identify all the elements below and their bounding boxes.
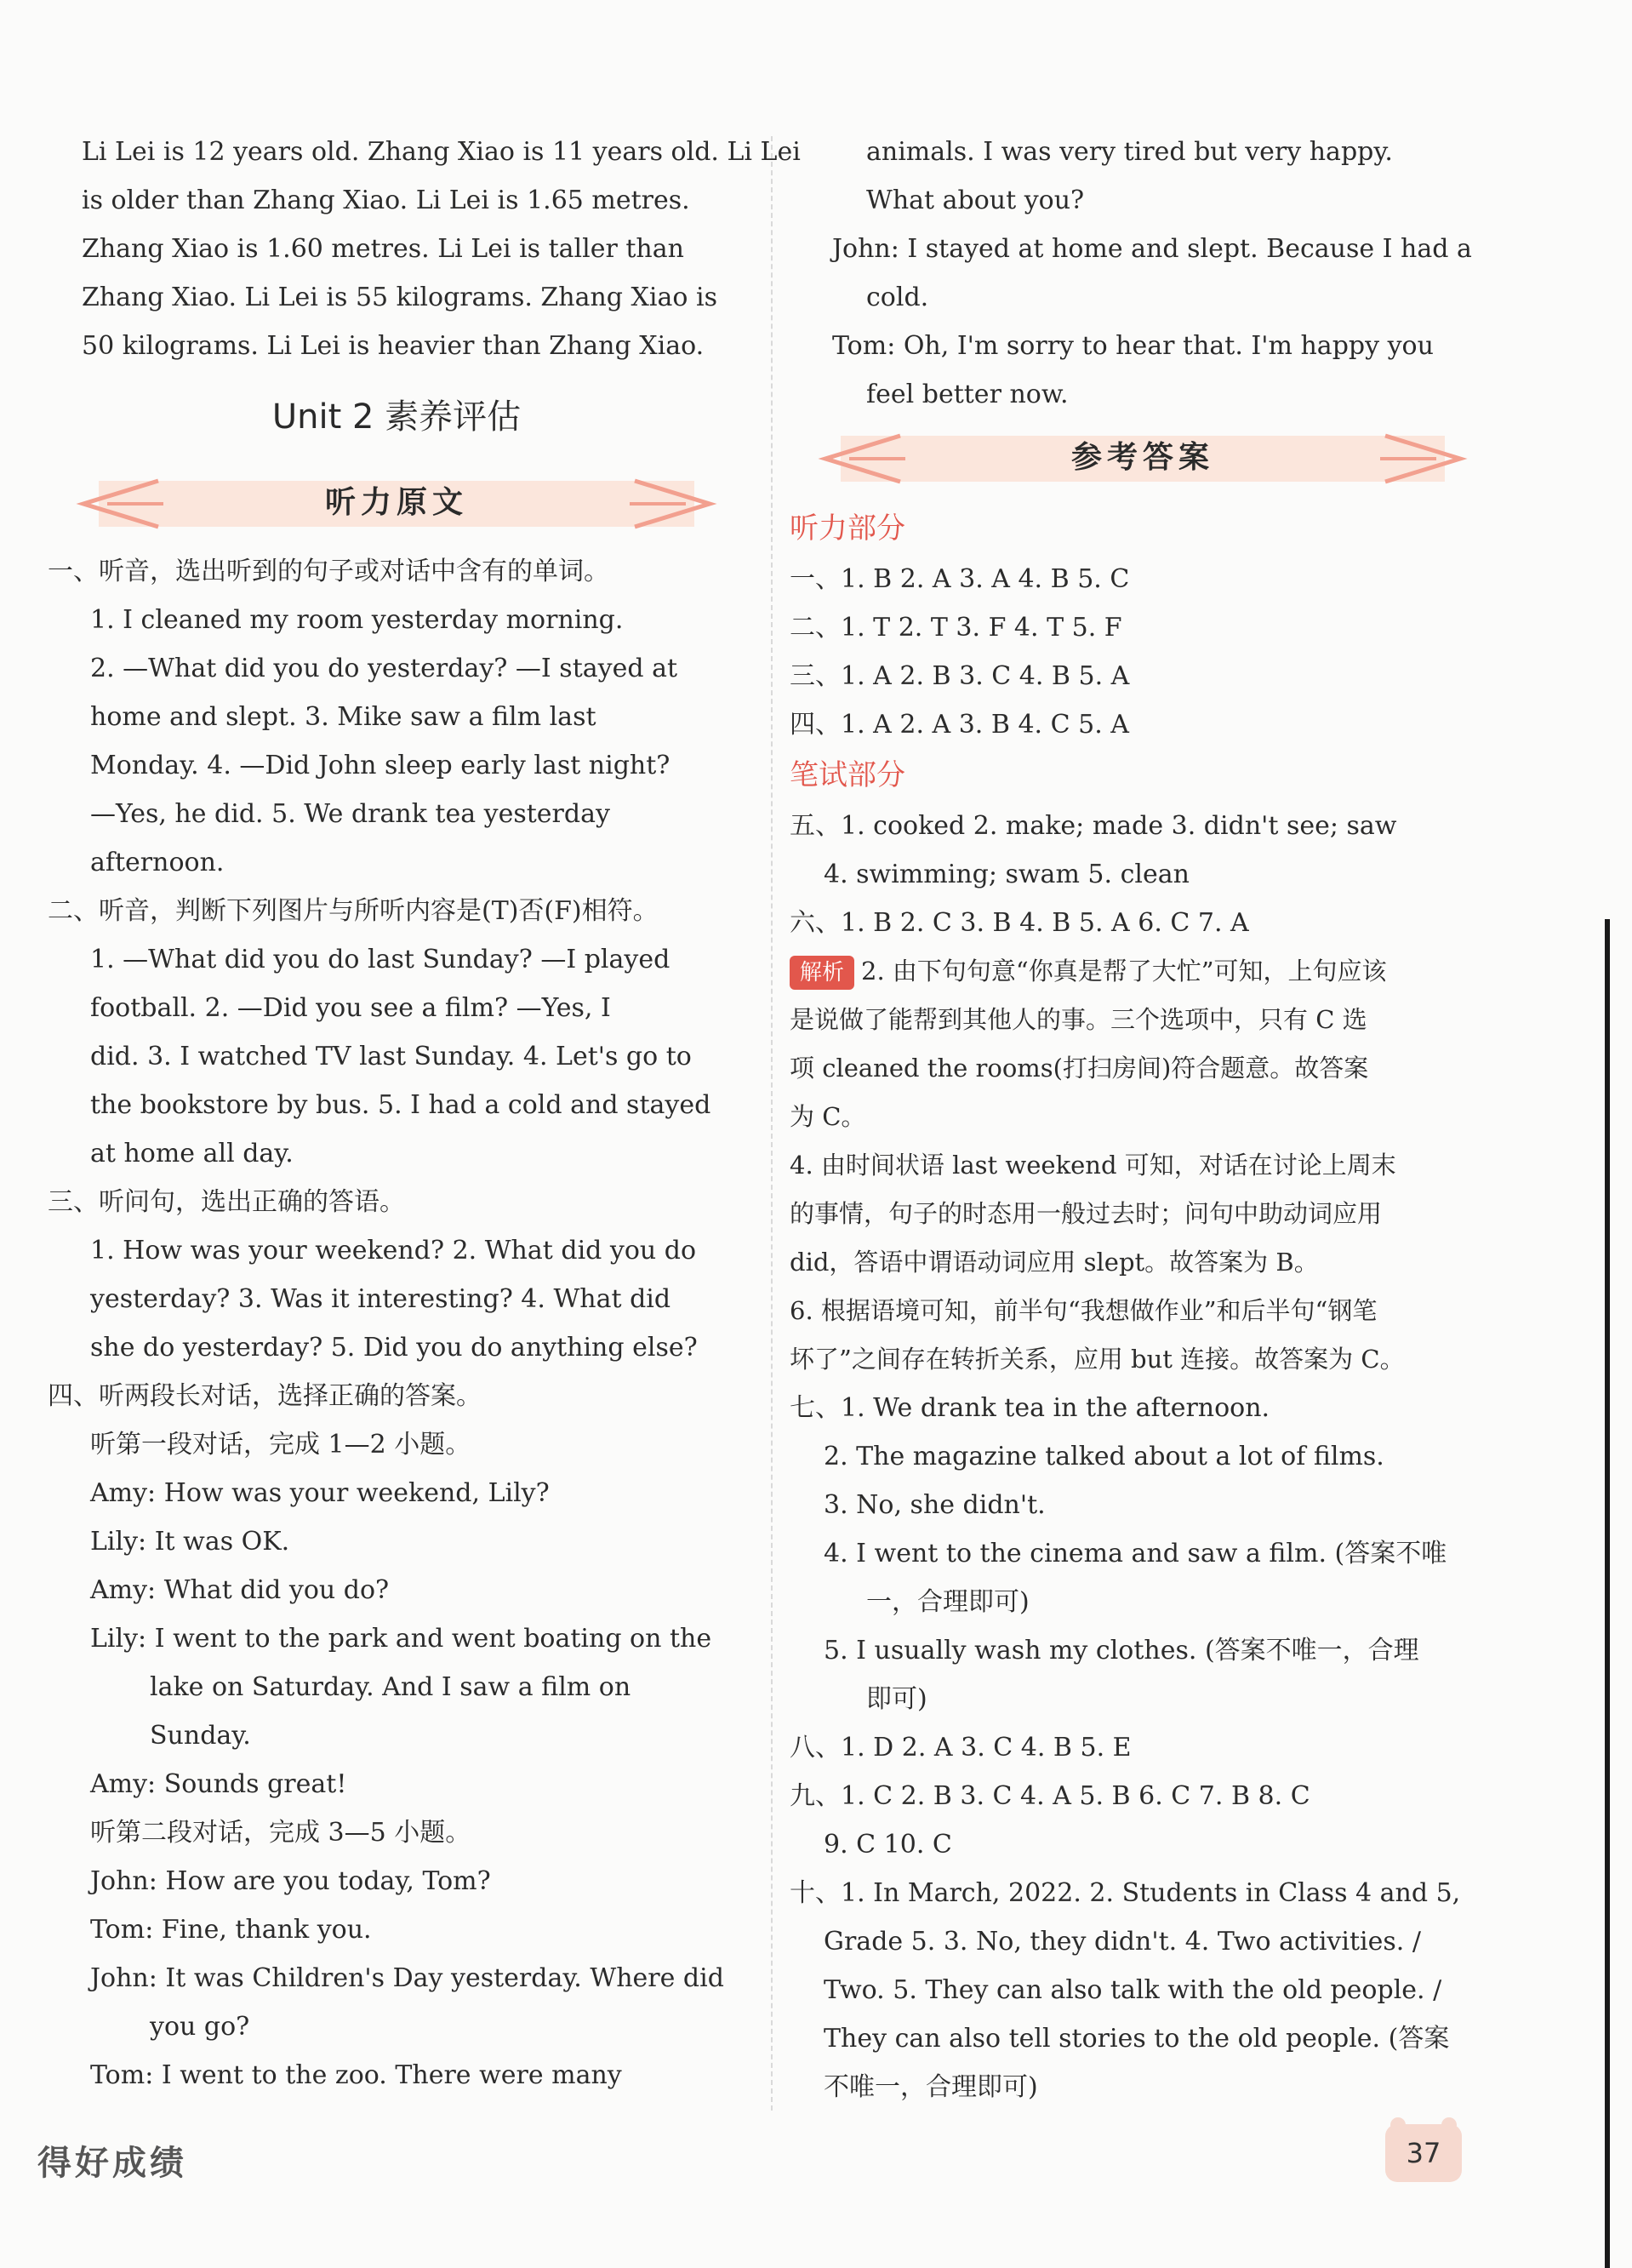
text-line: 三、1. A 2. B 3. C 4. B 5. A — [790, 661, 1130, 691]
text-line: Tom: I went to the zoo. There were many — [90, 2060, 622, 2090]
text-line: 八、1. D 2. A 3. C 4. B 5. E — [790, 1733, 1132, 1762]
analysis-text: 2. 由下句句意“你真是帮了大忙”可知，上句应该 — [861, 957, 1387, 985]
unit-title: Unit 2 素养评估 — [271, 397, 522, 437]
text-line: John: How are you today, Tom? — [90, 1866, 491, 1896]
text-line: 4. swimming; swam 5. clean — [824, 860, 1190, 889]
text-line: 4. 由时间状语 last weekend 可知，对话在讨论上周末 — [790, 1151, 1396, 1180]
text-line: John: I stayed at home and slept. Because I had a — [832, 234, 1472, 264]
text-line: 二、听音，判断下列图片与所听内容是(T)否(F)相符。 — [48, 896, 659, 926]
text-line: 四、听两段长对话，选择正确的答案。 — [48, 1381, 482, 1411]
text-line: Lily: I went to the park and went boating on the — [90, 1624, 712, 1654]
text-line: 2. The magazine talked about a lot of films. — [824, 1442, 1384, 1471]
text-line: at home all day. — [90, 1139, 294, 1168]
text-line: animals. I was very tired but very happy. — [866, 137, 1393, 167]
text-line: the bookstore by bus. 5. I had a cold and stayed — [90, 1090, 711, 1120]
column-divider — [771, 136, 773, 2111]
text-line: Tom: Oh, I'm sorry to hear that. I'm happy you — [832, 331, 1434, 361]
text-line: she do yesterday? 5. Did you do anything else? — [90, 1333, 698, 1363]
intro-line: Li Lei is 12 years old. Zhang Xiao is 11 years old. Li Lei — [82, 137, 801, 167]
more-answers — [790, 1384, 1496, 2111]
text-line: 2. —What did you do yesterday? —I stayed at — [90, 654, 678, 683]
scan-edge-line — [1605, 919, 1610, 2268]
intro-line: Zhang Xiao is 1.60 metres. Li Lei is taller than — [82, 234, 684, 264]
text-line: 4. I went to the cinema and saw a film. (答案不唯 — [824, 1539, 1447, 1568]
text-line: 坏了”之间存在转折关系，应用 but 连接。故答案为 C。 — [790, 1345, 1405, 1374]
text-line: Monday. 4. —Did John sleep early last night? — [90, 751, 670, 780]
text-line: —Yes, he did. 5. We drank tea yesterday — [90, 799, 610, 829]
intro-line: is older than Zhang Xiao. Li Lei is 1.65 metres. — [82, 186, 690, 215]
dialogue-continuation — [790, 128, 1496, 419]
listening-answers — [790, 555, 1496, 749]
text-line: yesterday? 3. Was it interesting? 4. What did — [90, 1284, 671, 1314]
analysis-tag: 解析 — [790, 956, 854, 990]
text-line: 五、1. cooked 2. make; made 3. didn't see; saw — [790, 811, 1397, 841]
text-line: 不唯一，合理即可) — [824, 2072, 1038, 2102]
section-banner-answers — [790, 424, 1496, 492]
text-line: 四、1. A 2. A 3. B 4. C 5. A — [790, 710, 1129, 740]
text-line: 的事情，句子的时态用一般过去时；问句中助动词应用 — [790, 1199, 1383, 1228]
text-line: Lily: It was OK. — [90, 1527, 290, 1557]
text-line: 听第一段对话，完成 1—2 小题。 — [90, 1430, 471, 1460]
text-line: 1. How was your weekend? 2. What did you do — [90, 1236, 697, 1265]
text-line: afternoon. — [90, 848, 225, 877]
text-line: Amy: Sounds great! — [90, 1769, 347, 1799]
text-line: They can also tell stories to the old people. (答案 — [824, 2024, 1450, 2054]
banner-arrow-left-icon — [73, 476, 167, 532]
text-line: 七、1. We drank tea in the afternoon. — [790, 1393, 1270, 1423]
text-line: did. 3. I watched TV last Sunday. 4. Let's go to — [90, 1042, 692, 1071]
text-line: 十、1. In March, 2022. 2. Students in Class 4 and 5, — [790, 1878, 1461, 1908]
footer-brand: 得好成绩 — [37, 2143, 187, 2183]
text-line: 6. 根据语境可知，前半句“我想做作业”和后半句“钢笔 — [790, 1296, 1378, 1325]
text-line: 一、听音，选出听到的句子或对话中含有的单词。 — [48, 557, 609, 586]
text-line: feel better now. — [866, 380, 1069, 409]
text-line: 为 C。 — [790, 1102, 866, 1131]
page-number: 37 — [1385, 2124, 1462, 2182]
text-line: Amy: How was your weekend, Lily? — [90, 1478, 550, 1508]
text-line: Sunday. — [150, 1721, 251, 1751]
text-line: 5. I usually wash my clothes. (答案不唯一，合理 — [824, 1636, 1419, 1665]
text-line: 是说做了能帮到其他人的事。三个选项中，只有 C 选 — [790, 1005, 1367, 1034]
right-column — [790, 128, 1496, 2111]
text-line: John: It was Children's Day yesterday. Where did — [90, 1963, 724, 1993]
text-line: 六、1. B 2. C 3. B 4. B 5. A 6. C 7. A — [790, 908, 1249, 938]
text-line: 一、1. B 2. A 3. A 4. B 5. C — [790, 564, 1130, 594]
text-line: 九、1. C 2. B 3. C 4. A 5. B 6. C 7. B 8. C — [790, 1781, 1310, 1811]
intro-line: Zhang Xiao. Li Lei is 55 kilograms. Zhang Xiao is — [82, 283, 717, 312]
text-line: 二、1. T 2. T 3. F 4. T 5. F — [790, 613, 1122, 643]
text-line: 一，合理即可) — [866, 1587, 1030, 1617]
text-line: 1. —What did you do last Sunday? —I played — [90, 945, 670, 974]
text-line: did，答语中谓语动词应用 slept。故答案为 B。 — [790, 1248, 1319, 1277]
banner-arrow-right-icon — [626, 476, 720, 532]
writing-answers — [790, 802, 1496, 947]
banner-arrow-left-icon — [815, 431, 909, 487]
text-line: 即可) — [866, 1684, 927, 1714]
text-line: home and slept. 3. Mike saw a film last — [90, 702, 596, 732]
listening-script — [48, 547, 745, 2099]
banner-label: 参考答案 — [1070, 440, 1214, 475]
listening-heading: 听力部分 — [790, 511, 905, 546]
banner-label: 听力原文 — [324, 485, 468, 520]
analysis-block — [790, 947, 1496, 1384]
text-line: Amy: What did you do? — [90, 1575, 390, 1605]
text-line — [790, 947, 1496, 996]
banner-arrow-right-icon — [1377, 431, 1470, 487]
text-line: cold. — [866, 283, 929, 312]
section-banner-listening-script — [48, 469, 745, 537]
intro-line: 50 kilograms. Li Lei is heavier than Zhang Xiao. — [82, 331, 705, 361]
text-line: What about you? — [866, 186, 1085, 215]
text-line: Two. 5. They can also talk with the old people. / — [824, 1975, 1442, 2005]
text-line: 项 cleaned the rooms(打扫房间)符合题意。故答案 — [790, 1054, 1369, 1083]
text-line: 三、听问句，选出正确的答语。 — [48, 1187, 405, 1217]
text-line: Grade 5. 3. No, they didn't. 4. Two activities. / — [824, 1927, 1421, 1957]
text-line: 听第二段对话，完成 3—5 小题。 — [90, 1818, 471, 1848]
text-line: football. 2. —Did you see a film? —Yes, I — [90, 993, 611, 1023]
text-line: 3. No, she didn't. — [824, 1490, 1046, 1520]
left-column — [48, 128, 801, 2099]
text-line: 1. I cleaned my room yesterday morning. — [90, 605, 624, 635]
text-line: 9. C 10. C — [824, 1830, 952, 1860]
text-line: lake on Saturday. And I saw a film on — [150, 1672, 631, 1702]
writing-heading: 笔试部分 — [790, 758, 905, 792]
text-line: Tom: Fine, thank you. — [90, 1915, 372, 1945]
text-line: you go? — [150, 2012, 250, 2042]
intro-paragraph — [48, 128, 801, 370]
